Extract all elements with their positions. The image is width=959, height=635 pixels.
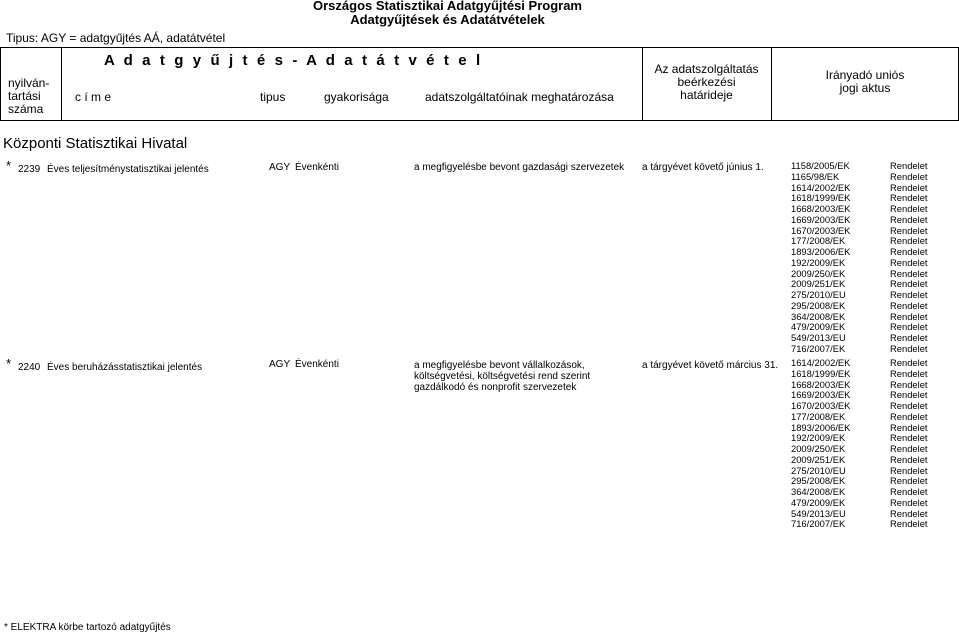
legal-act-kind: Rendelet: [890, 213, 928, 225]
legal-act-row: [791, 455, 928, 466]
page-subtitle: Adatgyűjtések és Adatátvételek: [350, 12, 545, 27]
record-providers: a megfigyelésbe bevont gazdasági szervezetek: [414, 162, 625, 173]
legal-act-kind: Rendelet: [890, 235, 928, 247]
legal-act-code: 1158/2005/EK: [791, 160, 850, 171]
legal-act-code: 177/2008/EK: [791, 235, 846, 247]
legal-act-code: 192/2009/EK: [791, 432, 846, 444]
legal-act-kind: Rendelet: [890, 357, 928, 368]
legal-act-code: 295/2008/EK: [791, 299, 846, 311]
legal-act-kind: Rendelet: [890, 507, 928, 519]
legal-act-code: 479/2009/EK: [791, 321, 846, 333]
legal-act-code: 2009/251/EK: [791, 278, 846, 290]
legal-act-kind: Rendelet: [890, 486, 928, 497]
record-providers: a megfigyelésbe bevont vállalkozások, költségvetési, költségvetési rend szerint gazdálkodó és nonprofit szervezetek: [414, 360, 591, 393]
record-type: AGY: [269, 359, 291, 370]
column-header-type: tipus: [260, 90, 286, 104]
record-frequency: Évenkénti: [295, 359, 339, 370]
legal-act-code: 364/2008/EK: [791, 486, 846, 497]
legal-act-code: 275/2010/EU: [791, 464, 846, 476]
legal-act-code: 1893/2006/EK: [791, 421, 851, 433]
column-header-deadline: Az adatszolgáltatás beérkezési határideje: [654, 62, 759, 102]
legal-act-kind: Rendelet: [890, 160, 928, 171]
column-header-id: nyilván- tartási száma: [8, 76, 50, 116]
column-header-providers: adatszolgáltatóinak meghatározása: [425, 90, 614, 104]
legal-act-kind: Rendelet: [890, 321, 928, 333]
legal-act-kind: Rendelet: [890, 453, 928, 465]
legal-act-code: 364/2008/EK: [791, 310, 846, 322]
legal-acts-list: [791, 161, 928, 355]
legal-act-kind: Rendelet: [890, 342, 928, 354]
legal-act-row: [791, 369, 928, 380]
legal-act-kind: Rendelet: [890, 224, 928, 236]
legal-act-code: 549/2013/EU: [791, 332, 846, 343]
legal-act-kind: Rendelet: [890, 170, 928, 182]
legal-act-kind: Rendelet: [890, 310, 928, 322]
record-type: AGY: [269, 162, 291, 173]
legal-act-code: 1668/2003/EK: [791, 203, 851, 214]
legal-act-code: 295/2008/EK: [791, 475, 846, 487]
legal-act-code: 1670/2003/EK: [791, 224, 851, 236]
legal-act-code: 2009/251/EK: [791, 453, 846, 465]
legal-act-row: [791, 412, 928, 423]
legal-act-kind: Rendelet: [890, 378, 928, 390]
record-title: Éves beruházásstatisztikai jelentés: [47, 362, 203, 373]
record-id: 2240: [18, 362, 41, 373]
legal-act-code: 716/2007/EK: [791, 518, 846, 530]
table-group-title: A d a t g y ű j t é s - A d a t á t v é t e l: [104, 52, 483, 69]
elektra-star: *: [6, 158, 12, 173]
legal-act-code: 192/2009/EK: [791, 256, 846, 268]
legal-act-kind: Rendelet: [890, 496, 928, 508]
legal-act-code: 1618/1999/EK: [791, 192, 851, 204]
legal-act-kind: Rendelet: [890, 432, 928, 444]
legal-act-row: [791, 344, 928, 355]
legal-act-code: 1165/98/EK: [791, 170, 840, 182]
record-title: Éves teljesítménystatisztikai jelentés: [47, 164, 209, 175]
legal-act-code: 1893/2006/EK: [791, 246, 851, 257]
column-header-eu-act: Irányadó uniós jogi aktus: [825, 68, 905, 95]
legal-act-code: 1670/2003/EK: [791, 400, 851, 411]
legal-act-kind: Rendelet: [890, 410, 928, 422]
column-divider: [61, 47, 62, 121]
record-deadline: a tárgyévet követő június 1.: [642, 162, 764, 173]
legal-act-kind: Rendelet: [890, 256, 928, 268]
legal-act-code: 479/2009/EK: [791, 496, 846, 508]
legal-act-code: 549/2013/EU: [791, 507, 846, 519]
legal-act-kind: Rendelet: [890, 192, 928, 204]
legal-act-row: [791, 301, 928, 312]
legal-act-kind: Rendelet: [890, 332, 928, 343]
record-id: 2239: [18, 164, 41, 175]
legal-act-code: 2009/250/EK: [791, 443, 846, 454]
legal-act-kind: Rendelet: [890, 246, 928, 257]
organization-heading: Központi Statisztikai Hivatal: [3, 135, 188, 152]
legal-act-row: [791, 172, 928, 183]
legal-act-code: 275/2010/EU: [791, 289, 846, 300]
legal-act-kind: Rendelet: [890, 278, 928, 290]
column-header-frequency: gyakorisága: [324, 90, 389, 104]
legal-act-code: 1669/2003/EK: [791, 389, 851, 401]
legal-act-kind: Rendelet: [890, 367, 928, 379]
legal-act-kind: Rendelet: [890, 181, 928, 193]
legal-act-kind: Rendelet: [890, 400, 928, 411]
elektra-star: *: [6, 356, 12, 371]
legal-act-kind: Rendelet: [890, 203, 928, 214]
page-title: Országos Statisztikai Adatgyűjtési Program: [313, 0, 582, 13]
legal-act-kind: Rendelet: [890, 389, 928, 401]
type-legend: Tipus: AGY = adatgyűjtés AÁ, adatátvétel: [6, 31, 226, 45]
legal-act-code: 1618/1999/EK: [791, 367, 851, 379]
record-frequency: Évenkénti: [295, 162, 339, 173]
legal-act-code: 716/2007/EK: [791, 342, 846, 354]
legal-act-code: 1668/2003/EK: [791, 378, 851, 390]
legal-act-code: 177/2008/EK: [791, 410, 846, 422]
legal-act-kind: Rendelet: [890, 475, 928, 487]
legal-act-row: [791, 519, 928, 530]
footer-note: * ELEKTRA körbe tartozó adatgyűjtés: [4, 622, 171, 633]
legal-act-kind: Rendelet: [890, 299, 928, 311]
record-deadline: a tárgyévet követő március 31.: [642, 360, 779, 371]
legal-act-kind: Rendelet: [890, 289, 928, 300]
legal-act-row: [791, 215, 928, 226]
legal-acts-list: [791, 358, 928, 530]
legal-act-code: 2009/250/EK: [791, 267, 846, 279]
legal-act-kind: Rendelet: [890, 443, 928, 454]
legal-act-row: [791, 498, 928, 509]
column-header-title: c í m e: [75, 90, 112, 104]
legal-act-kind: Rendelet: [890, 464, 928, 476]
legal-act-kind: Rendelet: [890, 267, 928, 279]
legal-act-kind: Rendelet: [890, 421, 928, 433]
legal-act-code: 1614/2002/EK: [791, 181, 851, 193]
legal-act-code: 1614/2002/EK: [791, 357, 851, 368]
legal-act-kind: Rendelet: [890, 518, 928, 530]
legal-act-code: 1669/2003/EK: [791, 213, 851, 225]
legal-act-row: [791, 258, 928, 269]
